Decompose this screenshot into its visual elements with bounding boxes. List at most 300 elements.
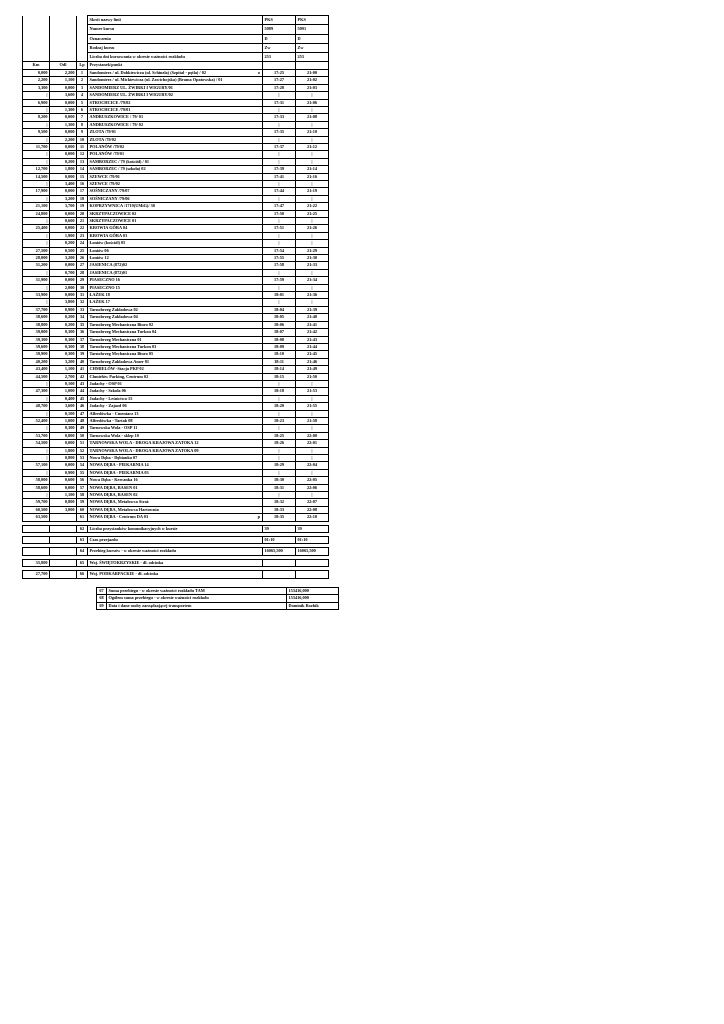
table-row — [23, 506, 329, 513]
stop-time-course-2: | — [296, 92, 329, 99]
header-blank-cell — [77, 43, 88, 52]
table-row — [23, 455, 329, 462]
stop-time-course-1: | — [263, 180, 296, 187]
stop-name-cell — [88, 373, 263, 380]
column-header-distance: Odl — [50, 62, 77, 69]
table-row — [23, 432, 329, 439]
stop-km: | — [23, 492, 50, 499]
header-row — [23, 25, 329, 34]
footer-km: 35,800 — [23, 559, 50, 566]
stop-lp: 10 — [77, 136, 88, 143]
footer-value-course-1: 39 — [263, 525, 296, 532]
header-value-course-1: PKS — [263, 16, 296, 25]
stop-name-cell — [88, 506, 263, 513]
timetable-sheet — [22, 15, 328, 608]
stop-name: Łoniów 06 — [89, 247, 109, 253]
stop-time-course-1: 18:05 — [263, 314, 296, 321]
stop-km: 9,500 — [23, 129, 50, 136]
footer-lp: 63 — [77, 537, 88, 544]
stop-distance: 1,000 — [50, 417, 77, 424]
header-label: Skrót nazwy linii — [88, 16, 263, 25]
stop-distance: 0,100 — [50, 380, 77, 387]
stop-lp: 22 — [77, 225, 88, 232]
stop-time-course-2: | — [296, 232, 329, 239]
stop-distance: 0,800 — [50, 455, 77, 462]
stop-name-cell — [88, 77, 263, 84]
footer-km — [23, 525, 50, 532]
table-row — [23, 417, 329, 424]
stop-time-course-2: 21:19 — [296, 188, 329, 195]
stop-lp: 24 — [77, 240, 88, 247]
footer-row — [23, 548, 329, 555]
stop-time-course-1: | — [263, 455, 296, 462]
stop-name: NOWA DĘBA, Metalowca Hartownia — [89, 506, 159, 512]
table-row — [23, 277, 329, 284]
stop-time-course-2: 21:16 — [296, 173, 329, 180]
header-blank-cell — [23, 16, 50, 25]
stop-lp: 38 — [77, 343, 88, 350]
footer-value-course-2 — [296, 571, 329, 578]
stop-distance: 0,100 — [50, 410, 77, 417]
stop-km: 21,100 — [23, 203, 50, 210]
stop-name: KOPRZYWNICA /1719(UMiG)/ 30 — [89, 203, 155, 209]
stop-lp: 30 — [77, 284, 88, 291]
stop-distance: 0,000 — [50, 440, 77, 447]
stop-km: 25,400 — [23, 225, 50, 232]
stop-time-course-1: | — [263, 269, 296, 276]
stop-km: 33,900 — [23, 292, 50, 299]
stop-name-cell — [88, 129, 263, 136]
stop-name-cell — [88, 247, 263, 254]
stop-lp: 29 — [77, 277, 88, 284]
stop-name-cell — [88, 410, 263, 417]
stop-lp: 41 — [77, 366, 88, 373]
stop-distance: 1,300 — [50, 106, 77, 113]
stop-distance: 0,900 — [50, 469, 77, 476]
stop-distance: 0,000 — [50, 277, 77, 284]
stop-distance: 0,000 — [50, 173, 77, 180]
stop-time-course-2: 21:42 — [296, 329, 329, 336]
stop-time-course-1: | — [263, 218, 296, 225]
stop-distance: 0,300 — [50, 351, 77, 358]
header-blank-cell — [77, 16, 88, 25]
stop-time-course-2: 21:00 — [296, 69, 329, 76]
footer-value-course-1 — [263, 559, 296, 566]
stop-lp: 27 — [77, 262, 88, 269]
stop-name-cell — [88, 180, 263, 187]
stop-distance: 0,000 — [50, 225, 77, 232]
stop-time-course-1: | — [263, 92, 296, 99]
stop-name: NOWA DĘBA - Centrum DA 03 — [89, 514, 149, 520]
table-row — [23, 84, 329, 91]
footer-label: Liczba przystanków komunikacyjnych w kursie — [88, 525, 263, 532]
stop-name: NOWA DĘBA - PIEKARNIA 03 — [89, 469, 149, 475]
stop-km: 12,700 — [23, 166, 50, 173]
stop-time-course-1: | — [263, 121, 296, 128]
table-row — [23, 188, 329, 195]
stop-name-cell — [88, 462, 263, 469]
stop-lp: 31 — [77, 292, 88, 299]
column-header-lp: Lp — [77, 62, 88, 69]
stop-name: Tarnobrzeg Zakładowa 02 — [89, 306, 138, 312]
stop-time-course-1: | — [263, 232, 296, 239]
summary-lp: 67 — [97, 588, 107, 595]
stop-distance: 0,000 — [50, 484, 77, 491]
stop-lp: 40 — [77, 358, 88, 365]
stop-distance: 3,600 — [50, 403, 77, 410]
stop-time-course-2: 22:05 — [296, 477, 329, 484]
stop-lp: 48 — [77, 417, 88, 424]
stop-km: 6,900 — [23, 99, 50, 106]
stop-time-course-1: 17:41 — [263, 173, 296, 180]
stop-distance: 1,100 — [50, 77, 77, 84]
stop-name: Tarnobrzeg Mechaniczna Turkon 03 — [89, 343, 157, 349]
stop-distance: 0,200 — [50, 321, 77, 328]
table-row — [23, 403, 329, 410]
stop-name-cell — [88, 388, 263, 395]
stop-name-cell — [88, 210, 263, 217]
stop-time-course-2: 22:06 — [296, 484, 329, 491]
stop-time-course-2: 22:07 — [296, 499, 329, 506]
footer-empty — [50, 559, 77, 566]
table-row — [23, 158, 329, 165]
stop-name-cell — [88, 477, 263, 484]
stop-time-course-1: 18:01 — [263, 292, 296, 299]
stop-name-cell — [88, 143, 263, 150]
stop-name-cell — [88, 203, 263, 210]
stop-lp: 53 — [77, 455, 88, 462]
stop-time-course-2: | — [296, 492, 329, 499]
stop-time-course-2: 22:01 — [296, 440, 329, 447]
stop-distance: 0,300 — [50, 336, 77, 343]
summary-row — [97, 588, 339, 595]
stop-lp: 21 — [77, 218, 88, 225]
stop-name: Tarnobrzeg Mechaniczna Biuro 05 — [89, 351, 154, 357]
stop-time-course-1: 18:10 — [263, 351, 296, 358]
stop-distance: 0,000 — [50, 188, 77, 195]
stop-name: ANDRUSZKOWICE / 79/ 02 — [89, 121, 144, 127]
table-row — [23, 343, 329, 350]
timetable-footer — [23, 521, 329, 578]
summary-label: Data i dane osoby zarządzającej transportem — [107, 602, 287, 609]
timetable-header — [23, 16, 329, 70]
stop-time-course-2: 22:00 — [296, 432, 329, 439]
stop-time-course-2: | — [296, 240, 329, 247]
stop-name: NOWA DĘBA, Metalowca Straż — [89, 499, 149, 505]
table-row — [23, 388, 329, 395]
header-value-course-1: 253 — [263, 53, 296, 62]
table-row — [23, 218, 329, 225]
stop-name: Jadachy - Zajazd 06 — [89, 403, 127, 409]
stop-lp: 23 — [77, 232, 88, 239]
summary-row — [97, 595, 339, 602]
stop-time-course-2: 22:08 — [296, 506, 329, 513]
stop-name: SOŚNICZANY /79/06 — [89, 195, 130, 201]
stop-name: Alfredówka - Tartak 08 — [89, 417, 133, 423]
stop-name-cell — [88, 151, 263, 158]
stop-time-course-2: 22:04 — [296, 462, 329, 469]
table-row — [23, 314, 329, 321]
stop-lp: 15 — [77, 173, 88, 180]
stop-time-course-1: 18:14 — [263, 366, 296, 373]
footer-value-course-2: 16065,500 — [296, 548, 329, 555]
header-label: Liczba dni kursowania w okresie ważności rozkładu — [88, 53, 263, 62]
footer-lp: 65 — [77, 559, 88, 566]
stop-time-course-1: | — [263, 299, 296, 306]
stop-time-course-1: | — [263, 106, 296, 113]
summary-value: 153416,000 — [287, 595, 339, 602]
stop-time-course-2: 21:06 — [296, 99, 329, 106]
stop-distance: 3,600 — [50, 92, 77, 99]
stop-time-course-2: 21:46 — [296, 358, 329, 365]
stop-lp: 42 — [77, 373, 88, 380]
column-header-course-1 — [263, 62, 296, 69]
column-header-course-2 — [296, 62, 329, 69]
header-value-course-1: D — [263, 34, 296, 43]
stop-name-cell — [88, 158, 263, 165]
stop-distance: 0,300 — [50, 343, 77, 350]
stop-lp: 9 — [77, 129, 88, 136]
summary-row — [97, 602, 339, 609]
stop-time-course-2: | — [296, 455, 329, 462]
table-row — [23, 284, 329, 291]
summary-table — [96, 587, 339, 610]
stop-km: 59,700 — [23, 499, 50, 506]
stop-name: JASIENICA (872)02 — [89, 262, 128, 268]
stop-lp: 39 — [77, 351, 88, 358]
header-row — [23, 43, 329, 52]
stop-time-course-2: | — [296, 380, 329, 387]
stop-time-course-2: 21:26 — [296, 225, 329, 232]
stop-distance: 0,000 — [50, 292, 77, 299]
header-row — [23, 16, 329, 25]
stop-time-course-2: 21:41 — [296, 321, 329, 328]
stop-name: TARNOWSKA WOLA - DROGA KRAJOWA ZATOKA 09 — [89, 447, 199, 453]
stop-km: | — [23, 284, 50, 291]
timetable-table — [22, 15, 329, 579]
stop-distance: 0,000 — [50, 114, 77, 121]
stop-km: 8,200 — [23, 114, 50, 121]
stop-time-course-2: 21:43 — [296, 336, 329, 343]
stop-time-course-1: 18:35 — [263, 514, 296, 521]
stop-lp: 6 — [77, 106, 88, 113]
stop-name-cell — [88, 195, 263, 202]
stop-name-cell — [88, 284, 263, 291]
stop-lp: 32 — [77, 299, 88, 306]
stop-km: 31,200 — [23, 262, 50, 269]
header-value-course-2: D — [296, 34, 329, 43]
stop-km: | — [23, 455, 50, 462]
footer-value-course-2 — [296, 559, 329, 566]
stop-km: | — [23, 425, 50, 432]
stop-name-cell — [88, 351, 263, 358]
header-row — [23, 34, 329, 43]
stop-distance: 0,000 — [50, 262, 77, 269]
header-blank-cell — [50, 53, 77, 62]
stop-time-course-1: 18:08 — [263, 336, 296, 343]
stop-distance: 3,700 — [50, 203, 77, 210]
table-row — [23, 151, 329, 158]
stop-name-cell — [88, 492, 263, 499]
table-row — [23, 373, 329, 380]
stop-km: 43,400 — [23, 366, 50, 373]
stop-time-course-1: 17:28 — [263, 84, 296, 91]
stop-name: SOŚNICZANY /79/07 — [89, 188, 130, 194]
stop-time-course-1: | — [263, 395, 296, 402]
stop-name-cell — [88, 358, 263, 365]
stop-time-course-1: 17:58 — [263, 262, 296, 269]
stop-name: SZEWCE /79/01 — [89, 173, 120, 179]
stop-lp: 18 — [77, 195, 88, 202]
footer-label: Czas przejazdu — [88, 537, 263, 544]
stop-time-course-1: | — [263, 447, 296, 454]
stop-flag: o — [257, 69, 260, 75]
table-row — [23, 195, 329, 202]
stop-time-course-2: 21:53 — [296, 388, 329, 395]
table-row — [23, 306, 329, 313]
stop-name-cell — [88, 306, 263, 313]
stop-name: Tarnobrzeg Zakładowa 04 — [89, 314, 138, 320]
header-label: Oznaczenia — [88, 34, 263, 43]
stop-lp: 20 — [77, 210, 88, 217]
stop-distance: 0,000 — [50, 84, 77, 91]
stop-time-course-1: 18:30 — [263, 477, 296, 484]
table-row — [23, 114, 329, 121]
stop-time-course-1: 18:09 — [263, 343, 296, 350]
stop-km: | — [23, 240, 50, 247]
stop-time-course-1: 18:32 — [263, 499, 296, 506]
stop-name-cell — [88, 255, 263, 262]
stop-lp: 34 — [77, 314, 88, 321]
summary-value: 153416,000 — [287, 588, 339, 595]
stop-distance: 3,200 — [50, 195, 77, 202]
stop-time-course-1: 18:29 — [263, 462, 296, 469]
stop-lp: 35 — [77, 321, 88, 328]
table-row — [23, 462, 329, 469]
stop-km: 57,100 — [23, 462, 50, 469]
stop-lp: 37 — [77, 336, 88, 343]
stop-name: SZEWCE /79/02 — [89, 180, 120, 186]
stop-name: Łoniów 12 — [89, 255, 109, 261]
stop-lp: 55 — [77, 469, 88, 476]
stop-name: CHMIELÓW -Stacja PKP 02 — [89, 366, 144, 372]
table-row — [23, 329, 329, 336]
stop-time-course-2: 21:39 — [296, 306, 329, 313]
stop-name-cell — [88, 336, 263, 343]
stop-km: 28,000 — [23, 255, 50, 262]
header-blank-cell — [23, 53, 50, 62]
stop-time-course-1: 17:54 — [263, 247, 296, 254]
table-row — [23, 77, 329, 84]
stop-lp: 14 — [77, 166, 88, 173]
footer-empty — [50, 571, 77, 578]
header-blank-cell — [50, 25, 77, 34]
stop-time-course-1: | — [263, 425, 296, 432]
stop-name-cell — [88, 469, 263, 476]
footer-row — [23, 525, 329, 532]
stop-time-course-1: | — [263, 492, 296, 499]
stop-time-course-2: | — [296, 284, 329, 291]
stop-time-course-2: | — [296, 106, 329, 113]
stop-name: Sandomierz / ul. Dobkiewicza (ul. Schinzla) (Szpital - pętla) / 02 — [89, 69, 206, 75]
footer-label: Przebieg kursów - w okresie ważności rozkładu — [88, 548, 263, 555]
stop-distance: 2,200 — [50, 69, 77, 76]
table-row — [23, 232, 329, 239]
stop-km: 58,000 — [23, 477, 50, 484]
stop-name-cell — [88, 425, 263, 432]
stop-distance: 3,200 — [50, 358, 77, 365]
table-row — [23, 269, 329, 276]
stop-time-course-1: 17:37 — [263, 143, 296, 150]
header-value-course-2: PKS — [296, 16, 329, 25]
stop-lp: 13 — [77, 158, 88, 165]
stop-time-course-2: 21:03 — [296, 84, 329, 91]
table-row — [23, 299, 329, 306]
stop-km: | — [23, 395, 50, 402]
stop-name: Tarnobrzeg Mechaniczna Turkon 04 — [89, 329, 157, 335]
stop-km: 27,500 — [23, 247, 50, 254]
table-row — [23, 225, 329, 232]
stop-lp: 8 — [77, 121, 88, 128]
stop-km: | — [23, 447, 50, 454]
stop-time-course-2: | — [296, 299, 329, 306]
header-label: Rodzaj kursu — [88, 43, 263, 52]
table-row — [23, 166, 329, 173]
stop-km: 38,600 — [23, 314, 50, 321]
stop-lp: 50 — [77, 432, 88, 439]
table-row — [23, 366, 329, 373]
stop-name: SKRZYPACZOWICE 01 — [89, 218, 137, 224]
stop-time-course-1: 17:59 — [263, 277, 296, 284]
stop-lp: 45 — [77, 395, 88, 402]
stop-distance: 3,800 — [50, 299, 77, 306]
stop-km: 39,000 — [23, 329, 50, 336]
stop-time-course-1: 18:25 — [263, 432, 296, 439]
stop-time-course-1: 17:51 — [263, 225, 296, 232]
stop-km: 2,200 — [23, 77, 50, 84]
table-row — [23, 477, 329, 484]
table-row — [23, 121, 329, 128]
footer-label: Woj. ŚWIĘTOKRZYSKIE - dł. odcinka — [88, 559, 263, 566]
stop-name: Tarnobrzeg Mechaniczna 01 — [89, 336, 142, 342]
stop-distance: 0,300 — [50, 329, 77, 336]
summary-label: Ogółem suma przebiegu - w okresie ważności rozkładu — [107, 595, 287, 602]
stop-name: SAMBORZEC / 79 (szkoła) 02 — [89, 166, 146, 172]
table-row — [23, 492, 329, 499]
stop-km: | — [23, 195, 50, 202]
stop-distance: 2,700 — [50, 373, 77, 380]
stop-lp: 3 — [77, 84, 88, 91]
stop-name-cell — [88, 240, 263, 247]
stop-time-course-1: | — [263, 151, 296, 158]
header-blank-cell — [23, 25, 50, 34]
stop-name-cell — [88, 121, 263, 128]
footer-value-course-1: 01:10 — [263, 537, 296, 544]
stop-distance: 0,000 — [50, 143, 77, 150]
stop-name-cell — [88, 455, 263, 462]
header-blank-cell — [23, 34, 50, 43]
stop-time-course-2: | — [296, 195, 329, 202]
table-row — [23, 380, 329, 387]
stop-name: Tarnobrzeg Mechaniczna Biuro 02 — [89, 321, 154, 327]
stop-name: POLANÓW /79/02 — [89, 143, 125, 149]
stop-time-course-2: 21:10 — [296, 129, 329, 136]
header-blank-cell — [50, 34, 77, 43]
stop-name-cell — [88, 99, 263, 106]
stop-km: 40,200 — [23, 358, 50, 365]
stop-name: KROWIA GÓRA 04 — [89, 225, 128, 231]
stop-time-course-1: | — [263, 136, 296, 143]
